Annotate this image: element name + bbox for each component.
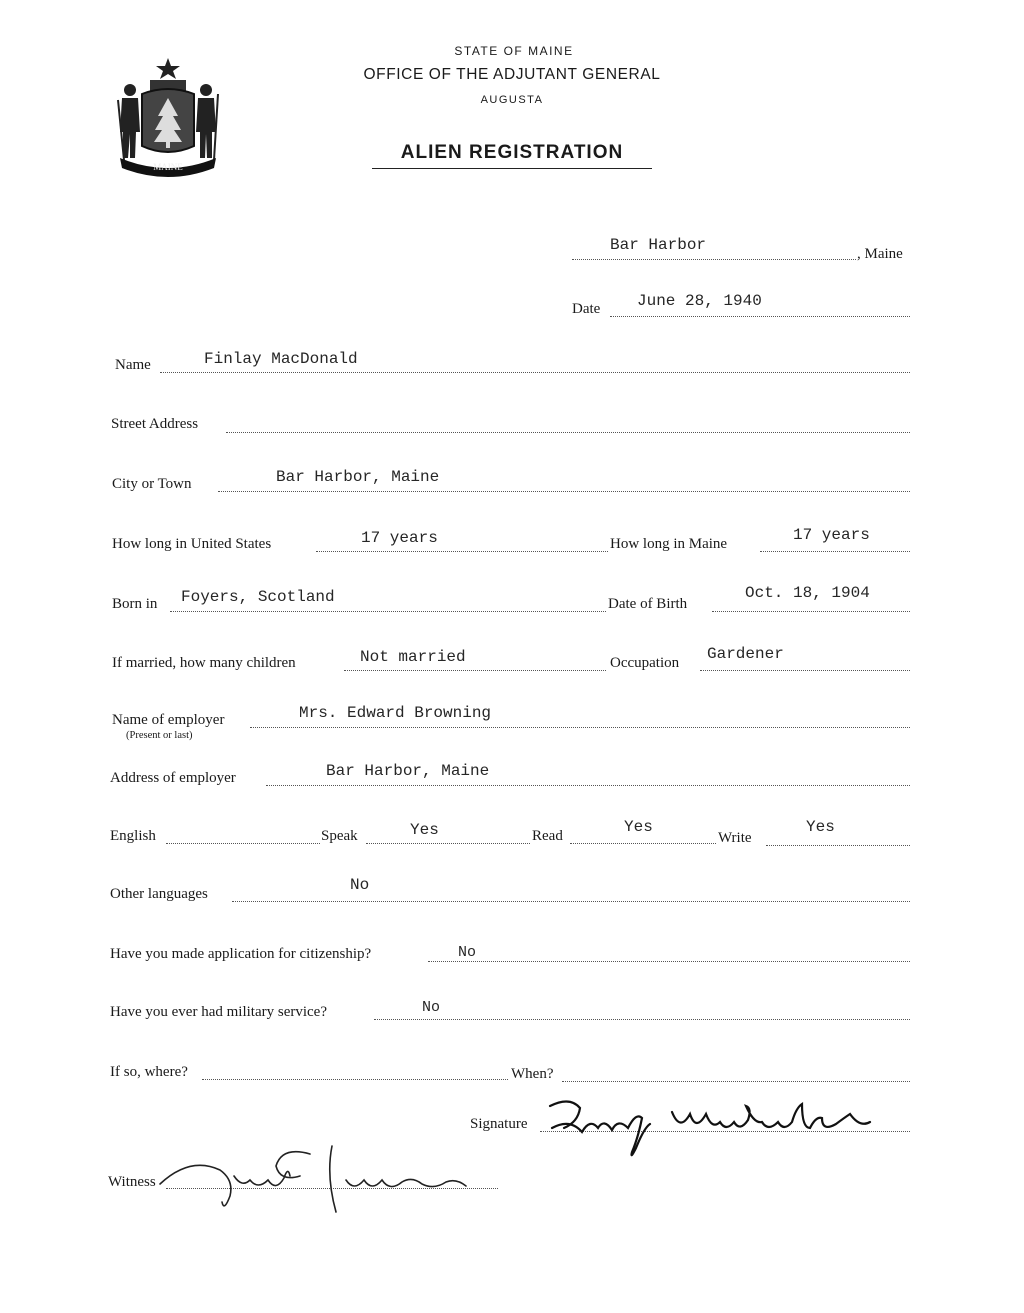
when-label: When? (511, 1066, 554, 1082)
occupation-line (700, 670, 910, 671)
how-long-us-value[interactable]: 17 years (361, 529, 438, 547)
military-line (374, 1019, 910, 1020)
born-in-label: Born in (112, 596, 158, 612)
signature-handwriting (540, 1088, 880, 1160)
speak-label: Speak (321, 828, 358, 844)
title-underline (372, 168, 652, 169)
speak-value[interactable]: Yes (410, 821, 439, 839)
name-value[interactable]: Finlay MacDonald (204, 350, 358, 368)
street-address-line (226, 432, 910, 433)
city-town-label: City or Town (112, 476, 192, 492)
citizenship-line (428, 961, 910, 962)
children-line (344, 670, 606, 671)
name-line (160, 372, 910, 373)
employer-address-line (266, 785, 910, 786)
city-town-line (218, 491, 910, 492)
read-line (570, 843, 716, 844)
date-value[interactable]: June 28, 1940 (637, 292, 762, 310)
location-suffix: , Maine (857, 246, 903, 262)
read-label: Read (532, 828, 563, 844)
name-label: Name (115, 357, 151, 373)
employer-name-label: Name of employer (112, 712, 225, 728)
date-of-birth-value[interactable]: Oct. 18, 1904 (745, 584, 870, 602)
children-value[interactable]: Not married (360, 648, 466, 666)
occupation-value[interactable]: Gardener (707, 645, 784, 663)
location-line (572, 259, 856, 260)
where-label: If so, where? (110, 1064, 188, 1080)
seal-text: MAINE (153, 162, 183, 172)
citizenship-value[interactable]: No (458, 944, 477, 961)
other-languages-value[interactable]: No (350, 876, 370, 894)
how-long-maine-line (760, 551, 910, 552)
date-label: Date (572, 301, 601, 317)
speak-line (366, 843, 530, 844)
read-value[interactable]: Yes (624, 818, 653, 836)
english-line (166, 843, 320, 844)
when-line (562, 1081, 910, 1082)
employer-name-sublabel: (Present or last) (126, 730, 193, 741)
witness-label: Witness (108, 1174, 156, 1190)
date-of-birth-line (712, 611, 910, 612)
date-line (610, 316, 910, 317)
employer-address-label: Address of employer (110, 770, 236, 786)
how-long-maine-value[interactable]: 17 years (793, 526, 870, 544)
born-in-value[interactable]: Foyers, Scotland (181, 588, 335, 606)
header-city: AUGUSTA (480, 94, 544, 106)
employer-name-value[interactable]: Mrs. Edward Browning (299, 704, 492, 722)
born-in-line (170, 611, 606, 612)
header-office: OFFICE OF THE ADJUTANT GENERAL (363, 66, 661, 83)
employer-address-value[interactable]: Bar Harbor, Maine (326, 762, 490, 780)
how-long-maine-label: How long in Maine (610, 536, 728, 552)
header-state: STATE OF MAINE (454, 44, 574, 58)
military-label: Have you ever had military service? (110, 1004, 327, 1020)
write-label: Write (718, 830, 752, 846)
city-town-value[interactable]: Bar Harbor, Maine (276, 468, 440, 486)
english-label: English (110, 828, 156, 844)
employer-name-line (250, 727, 910, 728)
occupation-label: Occupation (610, 655, 680, 671)
form-title: ALIEN REGISTRATION (400, 142, 624, 163)
citizenship-label: Have you made application for citizenship? (110, 946, 372, 962)
write-value[interactable]: Yes (806, 818, 835, 836)
signature-label: Signature (470, 1116, 528, 1132)
street-address-label: Street Address (111, 416, 199, 432)
other-languages-line (232, 901, 910, 902)
witness-handwriting (150, 1136, 480, 1218)
other-languages-label: Other languages (110, 886, 208, 902)
location-value[interactable]: Bar Harbor (610, 236, 707, 254)
date-of-birth-label: Date of Birth (608, 596, 688, 612)
military-value[interactable]: No (422, 999, 441, 1016)
children-label: If married, how many children (112, 655, 296, 671)
how-long-us-label: How long in United States (112, 536, 272, 552)
where-line (202, 1079, 508, 1080)
write-line (766, 845, 910, 846)
how-long-us-line (316, 551, 608, 552)
